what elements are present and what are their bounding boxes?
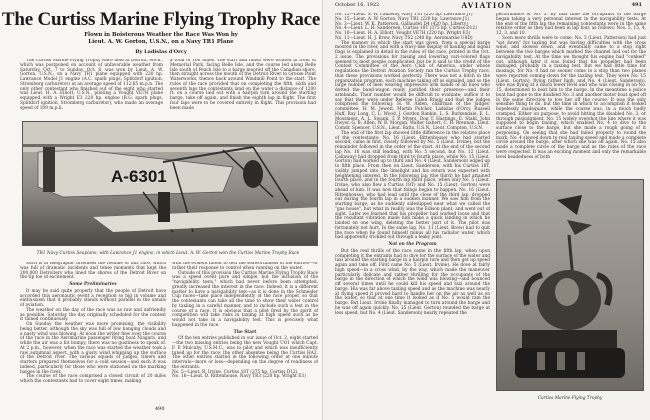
- page-number: 490: [155, 406, 165, 412]
- paragraph: a total of 160 miles. The start and finish were located in front of Memorial Park, facing Belle Isle, and the course led along Belle Isle south of Peach Isle to a barge moored off the Canadian shore, then straight across the mouth of the Detroit River to Grosse Point Waterworks, thence back around Windmill Point to the start. The rules of the race provided that on completing the fifth, sixth and seventh laps the contestants land on the water a distance of 1200 ft. on a course laid out with a hairpin turn around the starting barge, take off again, and finish the eighth lap in flight. The first four laps were to be covered entirely in flight. This provision had been made: [170, 59, 316, 111]
- paragraph: performance of No. 5. By that time the occupants of the barge began taking a very personal interest in the navigability tests. At the end of the fifth lap the remaining contestants were in the same relative order as they had been in lap four, as follows: Nos. 5, 15, 4, 12, 3, and 10.: [496, 13, 646, 36]
- trophy-image: [497, 180, 644, 391]
- section-heading: Not on the Program: [388, 242, 437, 247]
- paragraph: The course of the race comprised a closed circuit of 20 miles which the contestants had to cover eight times, making: [20, 374, 166, 384]
- subtitle-line-1: Flown in Boisterous Weather the Race Was Won by: [84, 32, 238, 38]
- paragraph: Outside of this provision the Curtiss Marine Flying Trophy Race was a speed event pure and simple, but the inclusion of the "navigability tests," which had never before been attempted, greatly increased the interest in the race. Indeed, it is a different matter to have a navigability test—as it is done in the Schneider Cup races—take place independently of the race proper, so that the contestants can take all the time to show their water control by taxiing in a careful manner, and to include such a test in the course of a race. It is obvious that a pilot fired by the spirit of competition will take risks in taxiing at high speed such as he would not take in a navigability test. This is precisely what happened in the race.: [172, 270, 318, 328]
- paragraph: The end of the first lap showed little difference in the relative place of the contestants: No. 16 (Lieut. Rittenhouse) who had started second, came in first, closely followed by No. 5 (Lieut. Irvine), but the remainder followed in the order of the start. At the end of the second lap No. 16 was still leading, with No. 5 second, but No. 12 (Lieut. Callaway) had dropped from third to fourth place, while No. 15 (Lieut. Gorton) had worked up to third and No. 4 (Lieut. Sanderson) edged up to fifth place. From then on Lieut. Sanderson, with his Curtiss 18T, visibly jumped into the limelight and his return was expected with heightening interest. In the following lap (the third) he had attained fourth place, and in the fourth lap third place, when only No. 5 (Lieut. Irvine, who also flew a Curtiss 18T) and No. 15 (Lieut. Gorton) were ahead of him. It was now that things began to happen. No. 16 (Lieut. Rittenhouse), who had lead until the close of the third lap, dropped out during the fourth lap in a sudden manner. We saw him from the starting barge, as he suddenly sideslipped near what we called the "gas house", but what in reality was the Edison plant, and went out of sight. Later we learned that his propeller had worked loose and that the resultant vibration made him make a quick landing in which he landed on one wing, deleting the better part of it. The pilot was fortunately not hurt. In the same lap, No. 11 (Lieut. Brow) had to quit the race when he found himself minus all his radiator water, which had apparently trickled out through a leaky joint.: [335, 130, 490, 241]
- trophy-photo: [496, 179, 644, 391]
- paragraph: The manner in which the start was given, from a special barge moored in the river, and with a Navy-like display of hauling and signal flags is explained in detail in the rules of the race, printed in the Oct. 2 issue. The provisions for raising and lowering vari-colored flags seemed to most people complicated, but be it said to the credit of the Contest Committee of the Aero Club of America, under whose regulations the Detroit Aviation Society ran the Curtiss Trophy race, that these provisions worked perfectly. There was not a hitch in the organization program, each machine taking off as signaled, and so the large number of men wearing impressive arm bands of all hues who dotted the band-wagon really justified their presence—and their armbands. Their number would be difficult to evaluate; suffice it to say that they were under Referee Caleb Bragg and that the judges comprised the following: H. W. Alden, chairman of the judges' committee; H. M. Jewett, Martin Pulcher, Ladislas d'Orcy, Russell Huff, Ray Long, C. L. Wood, J. Gordon Rankin, L. S. Burkendale, E. L. Mossment, A. L. Swank, T. P. Myers, Don T. Hastings, E. Stahl, John Dwyer, G. B. Allen, W. B. Morgan, Walter Gabert, C. H. Brennan, Lieut. Comdr. Spencer, U.S.N., Lieut. Batts, U.S.N., Lieut. Compton, U.S.N.: [335, 40, 490, 131]
- right-column-1: [335, 13, 490, 413]
- paragraph: Soon more thrills were to come. No. 3 (Lieut. Patterson) had just "sat down" for taxiing but was having difficulties with the cross wind, and slowed down, and eventually came to a stop right between the two barges which marked the channel laid out for the navigability test. At the time we thought his engine had "conked" out, although later it was found that his propeller had been damaged, probably in a taxiing test. But we had little time for musings, for No. 4 had no sooner come to a stop than two planes were reported coming down for the taxiing test. They were No. 15 (Lieut. Gorton), flying rather high, and No. 4 (Lieut. Sanderson), who was flying at a much lower level and who was closing in on No. 15, determined to beat him to the barge. In the meantime a police boat had gone to the disabled No. 3 and another motor boat sped off in the same direction to tow her off the course. It was the only sensible thing to do, but the time in which to accomplish it looked hopelessly inadequate, while the course was, in a much badly cramped. Either on purpose, to avoid hitting the disabled No. 3, or through misjudgment, No. 15 widely overshot the line where it was supposed to begin taxiing, which enabled No. 4 to dive to the surface close to the barge, but she made a rough going of it porpoising. On seeing that she had failed properly to round the mark, No. 4 slowed down to real taxiing speed and made a complete circle around the barge, after which she was off again. No. 15 also made a complete circle of the barge and as the rules of the race were respected. It was an exciting moment and only the remarkable level headedness of both: [496, 35, 646, 160]
- entry-item: No. 10—Lieut. H. A. Elliott, Vought VE7H (220 hp. Wright E3): [335, 31, 471, 36]
- paragraph: On Sunday the weather was more promising, the visibility being better, although the sky was full of low hanging clouds and a nasty wind was blowing. At noon the writer flew over the course of the race in the Aeromarine passenger flying boat Niagara, and while the air was a bit bumpy, there was no gustiness to speak of. At 2 p.m., however, when the race was started the weather took a raw autumnal aspect, with a gusty wind whipping up the surface of the Detroit river. The various squads of judges, timers and starters prepared themselves for a cold session—and such it was indeed, particularly for those who were stationed on the marking barges in the river.: [20, 322, 166, 375]
- body-column-2: [172, 262, 318, 402]
- right-column-2: [496, 13, 646, 173]
- paragraph: The Curtiss Marine Flying Trophy Race held at Detroit, Mich., which was postponed on account of unfavorable weather from Saturday, Oct. 7 to Sunday, Oct. 8, was won by Lieut. A. W. Gorton, U.S.N., on a Navy TR1 plane equipped with 220 hp. Lawrance Model J1 engine (A.C. spark plugs, Splitdorf ignition, Stromberg carburetor) at an average speed of 112.65 m.p.h. The only other contestant who finished out of the eight who started was Lieut. H. A. Elliott, U.S.N., piloting a Vought VE7H plane equipped with a Wright E3 220 hp. engine (B.G. spark plugs, Splitdorf ignition, Stromberg carburetor), who made an average speed of 109 m.p.h.: [20, 59, 163, 111]
- byline: By Ladislas d'Orcy: [135, 49, 187, 55]
- entry-item: No. 16—Lieut. D. Rittenhouse, Navy TR3 (220 hp. Wright E3): [172, 374, 306, 380]
- paragraph: The weather on the day of the race was as raw and unfriendly as possible. Saturday the day originally scheduled for the contest it rained continuously.: [20, 307, 166, 323]
- left-page: [0, 0, 322, 420]
- entry-item: No. 4—Lieut. L. H. Sanderson, Curtiss 18T (375 hp. Curtiss D12): [335, 26, 477, 32]
- paragraph: with the evident intent to test the seaworthiness of the entries—or rather their response to control when running on the water.: [172, 262, 318, 271]
- entry-item: No. 11—Lieut. H. J. Brow, Navy TS2 (240 hp. Aeromarine U8D): [335, 35, 473, 41]
- seaplane-photo: [22, 121, 318, 246]
- seaplane-image: [23, 122, 318, 246]
- intro-column-1: [20, 59, 163, 111]
- entry-item: No. 12—Lieut. S. W. Callaway, Navy TS1 (220 hp. Lawrance J1): [335, 13, 473, 17]
- paragraph: Of the ten entries published in our issue of Oct. 2, eight started—the two missing entries being the new Vought UO1 which Capt. F. P. Mulcahy, U.S.M.C., was to pilot and which was insufficiently tuned up for the race, the other absentee being the Curtiss HA2. The other entries started in the following order at one minute intervals—more or less—depending on the degree of readiness of the entrants.: [172, 336, 318, 370]
- article-title: The Curtiss Marine Flying Trophy Race: [1, 9, 321, 30]
- intro-column-2: [170, 59, 316, 111]
- photo-caption: TR1 Navy-Curtiss Seaplane, with Lawrance J1 engine, in which Lieut. A. W. Gorton won the Curtiss Marine Trophy Race: [36, 251, 300, 256]
- paragraph: It may be said quite properly that the people of Detroit have accorded this aeronautic event a reception so big in volume and enthusiasm that it probably stands without parallel in the annals of aviation.: [20, 288, 166, 308]
- body-column-1: [20, 262, 166, 402]
- page-number: 491: [631, 2, 642, 8]
- section-heading: Some Preliminaries: [69, 282, 117, 287]
- section-heading: The Start: [233, 329, 257, 335]
- paragraph: But the real thrills of the race came in the fifth lap, when upon completing it the entrants had to dive for the surface of the water and taxi around the starting barge in a hairpin turn and then get up speed again and take off. First came No. 5 (Lieut. Irvine). He dove at fairly high speed—in a cross wind, by the way, which made the maneuver particularly delicate and rather thrilling for the occupants of the barge in the direction of which the wind was blowing—and bounced off several times until he could kill his speed and taxi around the barge. His was far above taxiing speed and as the machine was nearly at flying speed it proved hard to handle her on the air as well as on the water, so that at one time it looked as if No. 5 would ram the barge. But Lieut. Irvine finally managed to turn around the barge and he was off again quickly. No. 15 (Lieut. Gorton) rounded the barge at less speed, but No. 4 (Lieut. Sanderson) nearly repeated the: [335, 248, 490, 316]
- aircraft-number: A-6301: [111, 167, 167, 186]
- entry-item: No. 3—Lieut. W. K. Patterson, Gallaudet D4 (420 hp. Liberty): [335, 21, 468, 27]
- entry-item: No. 5—Lieut. R. Irvine, Curtiss 18T (375 hp. Curtiss D12): [172, 369, 298, 375]
- subtitle-line-2: Lieut. A. W. Gorton, U.S.N., on a Navy TR1 Plane: [88, 39, 234, 45]
- header-title: AVIATION: [461, 1, 513, 10]
- paragraph: Such is in telegraphic briefness the resume of this race, which was full of dramatic incidents and tense moments that kept the 200,000 Detroiters who lined the shores of the Detroit River on the tip toe of excitement.: [20, 262, 166, 281]
- trophy-caption: Curtiss Marine Flying Trophy: [537, 396, 603, 401]
- entry-item: No. 15—Lieut. A. W. Gorton, Navy TR1 (220 hp. Lawrance J1): [335, 16, 470, 22]
- right-page: [322, 0, 650, 420]
- article-subtitle: [0, 32, 322, 46]
- header-date: October 16, 1922: [335, 2, 380, 8]
